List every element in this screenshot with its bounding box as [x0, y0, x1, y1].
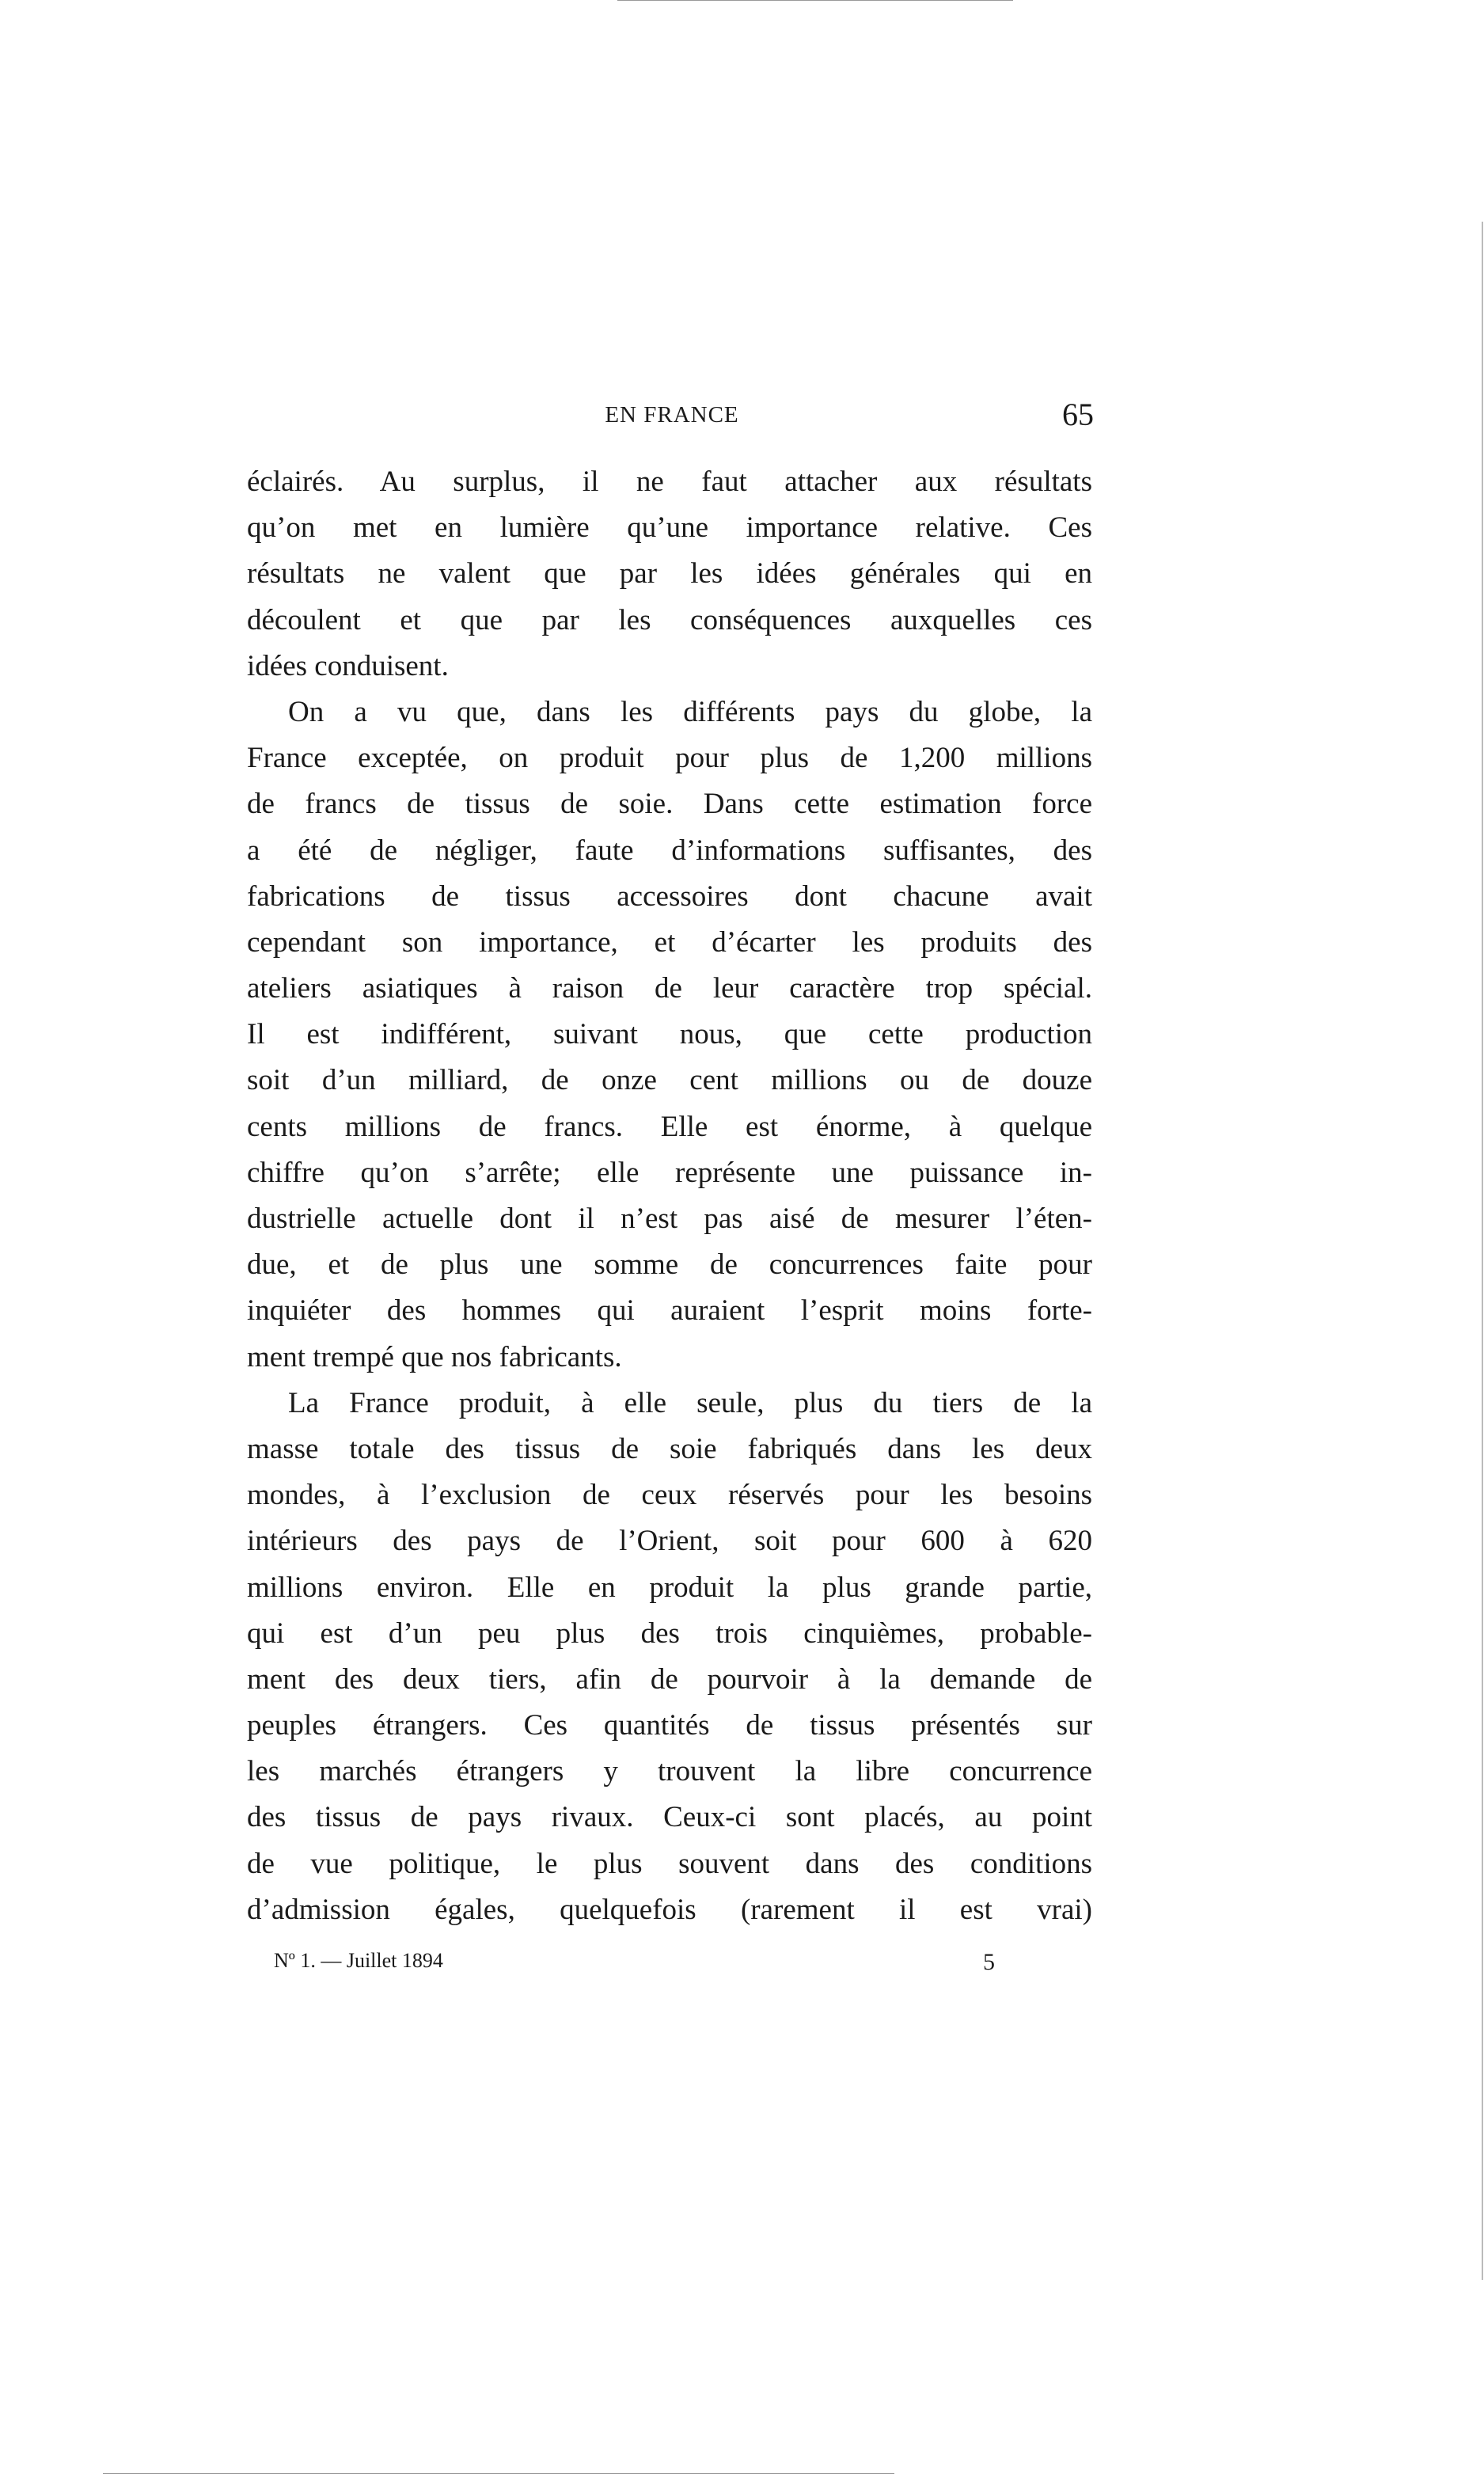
text-line: qu’on met en lumière qu’une importance relative. Ces — [247, 511, 1092, 545]
text-line: mondes, à l’exclusion de ceux réservés pour les besoins — [247, 1479, 1092, 1512]
text-line: France exceptée, on produit pour plus de 1,200 millions — [247, 742, 1092, 775]
text-line: a été de négliger, faute d’informations suffisantes, des — [247, 834, 1092, 867]
text-line: La France produit, à elle seule, plus du tiers de la — [288, 1386, 1092, 1419]
scan-edge-bottom — [103, 2473, 894, 2474]
text-line: inquiéter des hommes qui auraient l’esprit moins forte- — [247, 1294, 1092, 1328]
text-line: d’admission égales, quelquefois (rarement il est vrai) — [247, 1893, 1092, 1926]
text-line: soit d’un milliard, de onze cent millions ou de douze — [247, 1064, 1092, 1097]
text-line: ment des deux tiers, afin de pourvoir à la demande de — [247, 1662, 1092, 1696]
text-line: chiffre qu’on s’arrête; elle représente une puissance in- — [247, 1156, 1092, 1189]
text-line: ment trempé que nos fabricants. — [247, 1340, 622, 1373]
page-number: 65 — [1062, 397, 1094, 432]
text-line: des tissus de pays rivaux. Ceux-ci sont placés, au point — [247, 1801, 1092, 1834]
text-line: dustrielle actuelle dont il n’est pas aisé de mesurer l’éten- — [247, 1202, 1092, 1235]
text-line: intérieurs des pays de l’Orient, soit pour 600 à 620 — [247, 1525, 1092, 1558]
text-line: les marchés étrangers y trouvent la libre concurrence — [247, 1755, 1092, 1788]
text-line: découlent et que par les conséquences auxquelles ces — [247, 603, 1092, 636]
scan-edge-top — [617, 0, 1013, 1]
text-line: peuples étrangers. Ces quantités de tissus présentés sur — [247, 1709, 1092, 1742]
text-line: fabrications de tissus accessoires dont chacune avait — [247, 879, 1092, 913]
text-line: résultats ne valent que par les idées générales qui en — [247, 557, 1092, 591]
text-line: cents millions de francs. Elle est énorme, à quelque — [247, 1110, 1092, 1143]
text-line: éclairés. Au surplus, il ne faut attacher aux résultats — [247, 465, 1092, 498]
issue-line: Nº 1. — Juillet 1894 — [274, 1949, 443, 1972]
text-line: On a vu que, dans les différents pays du globe, la — [288, 695, 1092, 728]
text-line: Il est indifférent, suivant nous, que cette production — [247, 1018, 1092, 1051]
text-line: masse totale des tissus de soie fabriqués dans les deux — [247, 1432, 1092, 1465]
scan-edge-right — [1482, 222, 1483, 2280]
body-text — [247, 459, 1092, 1933]
text-line: de vue politique, le plus souvent dans des conditions — [247, 1847, 1092, 1880]
text-line: due, et de plus une somme de concurrences faite pour — [247, 1248, 1092, 1282]
text-line: millions environ. Elle en produit la plus grande partie, — [247, 1571, 1092, 1604]
text-line: de francs de tissus de soie. Dans cette estimation force — [247, 788, 1092, 821]
text-line: ateliers asiatiques à raison de leur caractère trop spécial. — [247, 972, 1092, 1005]
text-line: idées conduisent. — [247, 649, 449, 682]
signature-mark: 5 — [983, 1949, 995, 1975]
page-header — [250, 396, 1094, 435]
text-line: cependant son importance, et d’écarter les produits des — [247, 925, 1092, 959]
running-title: EN FRANCE — [605, 402, 739, 427]
text-line: qui est d’un peu plus des trois cinquièmes, probable- — [247, 1617, 1092, 1650]
